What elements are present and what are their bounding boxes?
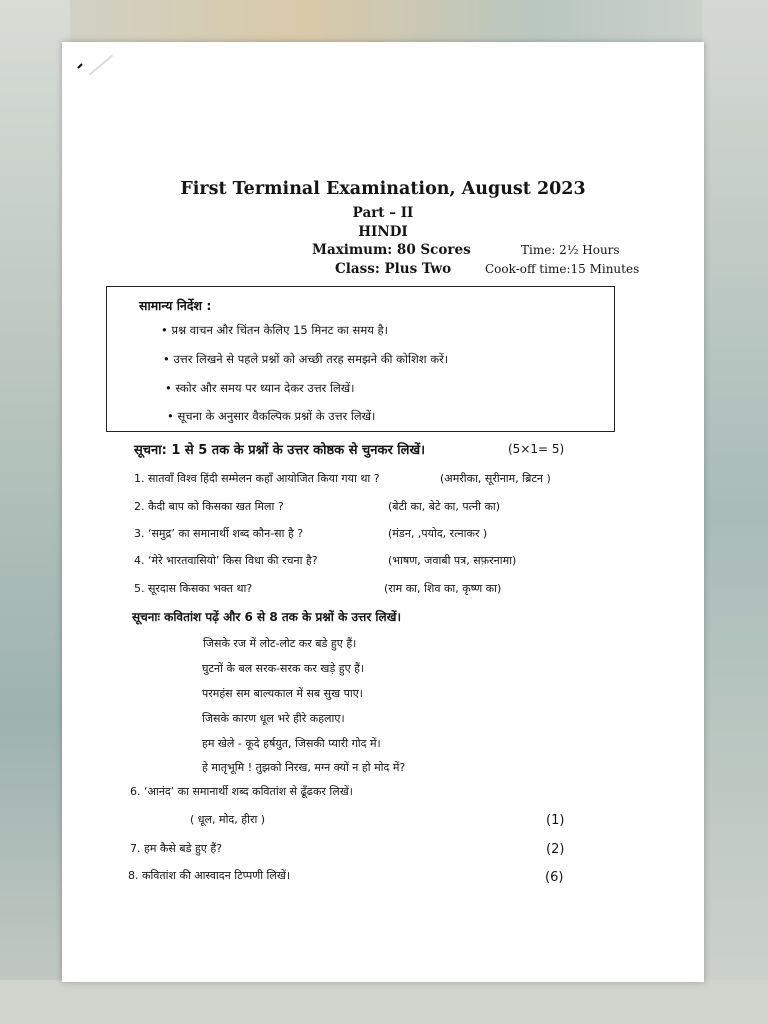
question-2-options: (बेटी का, बेटे का, पत्नी का) bbox=[388, 500, 501, 513]
exam-part: Part – II bbox=[352, 205, 414, 221]
poem-line: हम खेले - कूदे हर्षयुत, जिसकी प्यारी गोद में। bbox=[202, 737, 381, 750]
general-instructions-box bbox=[106, 286, 615, 432]
question-7-mark: (2) bbox=[546, 842, 565, 857]
section1-note: सूचना: 1 से 5 तक के प्रश्नों के उत्तर कोष्ठक से चुनकर लिखें। bbox=[134, 443, 426, 458]
instruction-item: • स्कोर और समय पर ध्यान देकर उत्तर लिखें। bbox=[165, 381, 355, 395]
background-right bbox=[702, 0, 768, 1024]
question-3-options: (मंडन, ,पयोद, रत्नाकर ) bbox=[388, 527, 488, 540]
background-left bbox=[0, 0, 70, 1024]
poem-line: परमहंस सम बाल्यकाल में सब सुख पाए। bbox=[202, 687, 363, 700]
question-8: 8. कवितांश की आस्वादन टिप्पणी लिखें। bbox=[128, 869, 291, 882]
question-7: 7. हम कैसे बडे हुए हैं? bbox=[130, 842, 223, 855]
background-top bbox=[0, 0, 768, 42]
poem-line: हे मातृभूमि ! तुझको निरख, मग्न क्यों न हो मोद में? bbox=[202, 761, 406, 774]
question-1: 1. सातवाँ विश्व हिंदी सम्मेलन कहाँ आयोजित किया गया था ? bbox=[134, 472, 380, 485]
poem-line: घुटनों के बल सरक-सरक कर खड़े हुए हैं। bbox=[202, 662, 365, 675]
scratch-mark bbox=[89, 55, 113, 76]
exam-title: First Terminal Examination, August 2023 bbox=[180, 179, 586, 199]
question-1-options: (अमरीका, सूरीनाम, ब्रिटन ) bbox=[440, 472, 551, 485]
instruction-item: • उत्तर लिखने से पहले प्रश्नों को अच्छी तरह समझने की कोशिश करें। bbox=[163, 352, 449, 366]
question-8-mark: (6) bbox=[545, 870, 564, 885]
instruction-item: • प्रश्न वाचन और चिंतन केलिए 15 मिनट का समय है। bbox=[161, 323, 388, 337]
background-bottom bbox=[0, 980, 768, 1024]
question-6: 6. ‘आनंद’ का समानार्थी शब्द कवितांश से ढूँढकर लिखें। bbox=[130, 785, 353, 798]
question-5: 5. सूरदास किसका भक्त था? bbox=[134, 582, 253, 595]
question-4: 4. ‘मेरे भारतवासियो’ किस विधा की रचना है? bbox=[134, 554, 318, 567]
cool-off-time: Cook-off time:15 Minutes bbox=[485, 262, 640, 276]
poem-line: जिसके कारण धूल भरे हीरे कहलाए। bbox=[202, 712, 345, 725]
exam-subject: HINDI bbox=[358, 224, 408, 240]
question-3: 3. ‘समुद्र’ का समानार्थी शब्द कौन-सा है ? bbox=[134, 527, 304, 540]
poem-line: जिसके रज में लोट-लोट कर बडे हुए हैं। bbox=[203, 637, 357, 650]
exam-class: Class: Plus Two bbox=[335, 261, 452, 277]
instructions-title: सामान्य निर्देश : bbox=[139, 298, 212, 313]
section2-note: सूचनाः कवितांश पढ़ें और 6 से 8 तक के प्रश्नों के उत्तर लिखें। bbox=[132, 610, 402, 624]
question-5-options: (राम का, शिव का, कृष्ण का) bbox=[384, 582, 502, 595]
question-4-options: (भाषण, जवाबी पत्र, सफ़रनामा) bbox=[388, 554, 517, 567]
question-2: 2. कैदी बाप को किसका खत मिला ? bbox=[134, 500, 284, 513]
question-6-options: ( धूल, मोद, हीरा ) bbox=[190, 813, 266, 826]
exam-time: Time: 2½ Hours bbox=[521, 243, 620, 257]
section1-score: (5×1= 5) bbox=[508, 442, 565, 456]
instruction-item: • सूचना के अनुसार वैकल्पिक प्रश्नों के उत्तर लिखें। bbox=[167, 409, 376, 423]
exam-paper bbox=[62, 42, 704, 982]
pen-mark bbox=[77, 54, 83, 60]
question-6-mark: (1) bbox=[546, 813, 565, 828]
max-scores: Maximum: 80 Scores bbox=[312, 242, 471, 258]
